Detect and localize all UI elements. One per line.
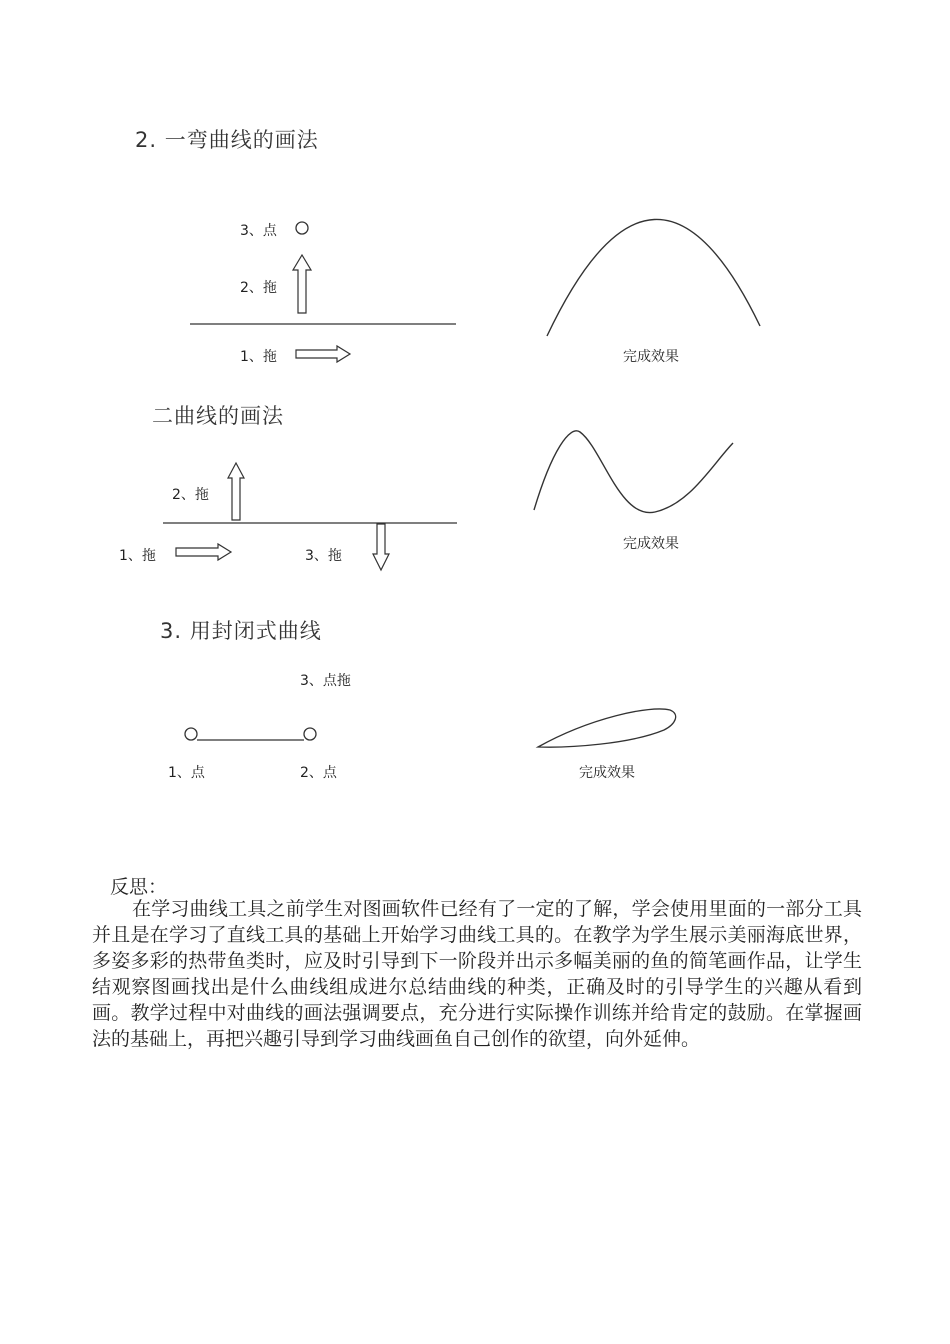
result-caption: 完成效果 — [579, 765, 635, 781]
step1-label: 1、拖 — [240, 349, 277, 365]
down-arrow-icon — [373, 524, 389, 570]
section3-heading: 3. 用封闭式曲线 — [160, 619, 322, 643]
point-circle-icon — [304, 728, 316, 740]
right-arrow-icon — [176, 544, 231, 560]
point-circle-icon — [296, 222, 308, 234]
step1-label: 1、点 — [168, 765, 205, 781]
arc-curve-result — [547, 219, 760, 336]
step1-label: 1、拖 — [119, 548, 156, 564]
step3-label: 3、拖 — [305, 548, 342, 564]
step2-label: 2、拖 — [172, 487, 209, 503]
result-caption: 完成效果 — [623, 536, 679, 552]
step3-label: 3、点拖 — [300, 673, 351, 689]
reflection-body: 在学习曲线工具之前学生对图画软件已经有了一定的了解，学会使用里面的一部分工具并且是在学习了直线工具的基础上开始学习曲线工具的。在教学为学生展示美丽海底世界，多姿多彩的热带鱼类时，应及时引导到下一阶段并出示多幅美丽的鱼的简笔画作品，让学生结观察图画找出是什么曲线组成进尔总结曲线的种类，正确及时的引导学生的兴趣从看到画。教学过程中对曲线的画法强调要点，充分进行实际操作训练并给肯定的鼓励。在掌握画法的基础上，再把兴趣引导到学习曲线画鱼自己创作的欲望，向外延伸。 — [92, 898, 862, 1050]
point-circle-icon — [185, 728, 197, 740]
closed-curve-result — [538, 709, 676, 747]
right-arrow-icon — [296, 346, 350, 362]
result-caption: 完成效果 — [623, 349, 679, 365]
step2-label: 2、点 — [300, 765, 337, 781]
s-curve-result — [534, 431, 733, 513]
up-arrow-icon — [293, 255, 311, 313]
step3-label: 3、点 — [240, 223, 277, 239]
reflection-title: 反思： — [110, 876, 168, 898]
section2-heading: 二曲线的画法 — [152, 404, 284, 428]
section1-heading: 2. 一弯曲线的画法 — [135, 128, 319, 152]
up-arrow-icon — [228, 463, 244, 520]
step2-label: 2、拖 — [240, 280, 277, 296]
